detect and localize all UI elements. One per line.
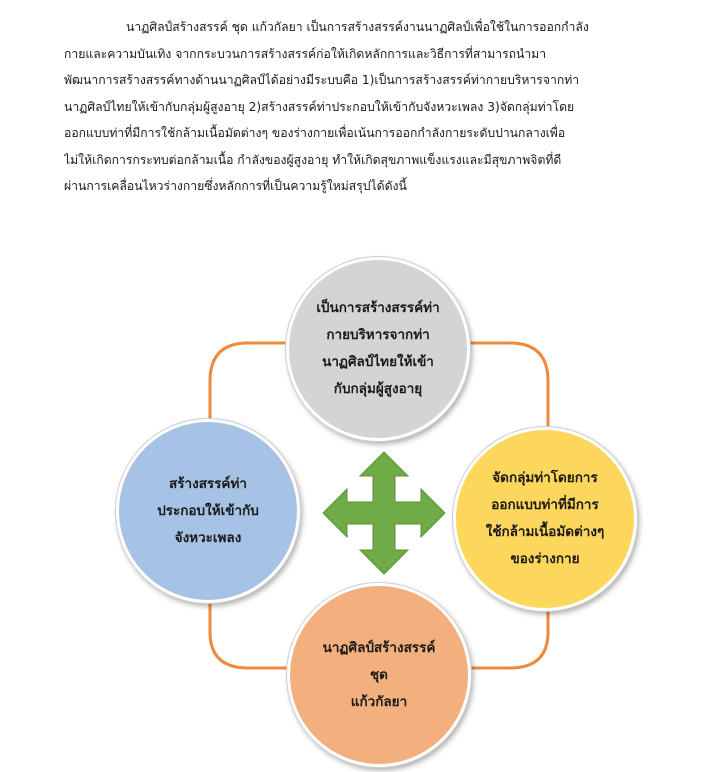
paragraph-line: ผ่านการเคลื่อนไหวร่างกายซึ่งหลักการที่เป็นความรู้ใหม่สรุปได้ดังนี้ bbox=[64, 179, 407, 193]
circle-text-line: ใช้กล้ามเนื้อมัดต่างๆ bbox=[485, 524, 605, 540]
paragraph-line: ออกแบบท่าที่มีการใช้กล้ามเนื้อมัดต่างๆ ของร่างกายเพื่อเน้นการออกกำลังกายระดับปานกลางเพื่อ bbox=[64, 126, 566, 140]
circle-exercise-from-thai-dance bbox=[286, 257, 470, 441]
connector-bottom-left bbox=[210, 601, 290, 668]
circle-text-line: จัดกลุ่มท่าโดยการ bbox=[492, 470, 598, 486]
circle-movements-to-rhythm bbox=[116, 419, 300, 603]
circle-kaew-kanlaya-creative-dance bbox=[287, 583, 471, 767]
paragraph-line: ไม่ให้เกิดการกระทบต่อกล้ามเนื้อ กำลังของผู้สูงอายุ ทำให้เกิดสุขภาพแข็งแรงและมีสุขภาพจิตที่ดี bbox=[64, 152, 562, 167]
circle-text-line: ของร่างกาย bbox=[510, 551, 580, 567]
four-way-arrow-icon bbox=[323, 452, 445, 574]
paragraph-line: นาฏศิลป์สร้างสรรค์ ชุด แก้วกัลยา เป็นการสร้างสรรค์งานนาฏศิลป์เพื่อใช้ในการออกกำลัง bbox=[126, 20, 589, 34]
circle-left-text bbox=[137, 471, 279, 552]
circle-text-line: นาฏศิลป์สร้างสรรค์ bbox=[322, 639, 436, 656]
circle-grouped-muscle-movements bbox=[453, 427, 637, 611]
circle-top-text bbox=[307, 295, 449, 403]
circle-text-line: ออกแบบท่าที่มีการ bbox=[491, 497, 599, 513]
paragraph-line: นาฏศิลป์ไทยให้เข้ากับกลุ่มผู้สูงอายุ 2)สร้างสรรค์ท่าประกอบให้เข้ากับจังหวะเพลง 3)จัดกลุ่มท่าโดย bbox=[64, 99, 575, 114]
paragraph-line: พัฒนาการสร้างสรรค์ทางด้านนาฏศิลป์ได้อย่างมีระบบคือ 1)เป็นการสร้างสรรค์ท่ากายบริหารจากท่า bbox=[64, 73, 580, 87]
connector-top-left bbox=[210, 343, 290, 421]
circle-text-line: กายบริหารจากท่า bbox=[326, 327, 430, 343]
circle-text-line: นาฏศิลป์ไทยให้เข้า bbox=[322, 354, 434, 370]
circle-text-line: จังหวะเพลง bbox=[174, 529, 242, 546]
connector-top-right bbox=[468, 343, 548, 429]
circle-text-line: ชุด bbox=[370, 666, 388, 683]
connector-bottom-right bbox=[468, 609, 548, 668]
circle-text-line: แก้วกัลยา bbox=[350, 693, 408, 710]
circle-text-line: สร้างสรรค์ท่า bbox=[169, 475, 247, 492]
circle-text-line: กับกลุ่มผู้สูงอายุ bbox=[333, 381, 423, 397]
circle-text-line: เป็นการสร้างสรรค์ท่า bbox=[316, 300, 440, 316]
circle-text-line: ประกอบให้เข้ากับ bbox=[157, 502, 259, 519]
circle-bottom-text bbox=[308, 635, 450, 716]
paragraph-line: กายและความบันเทิง จากกระบวนการสร้างสรรค์ก่อให้เกิดหลักการและวิธีการที่สามารถนำมา bbox=[64, 46, 547, 61]
circle-right-text bbox=[474, 465, 616, 573]
